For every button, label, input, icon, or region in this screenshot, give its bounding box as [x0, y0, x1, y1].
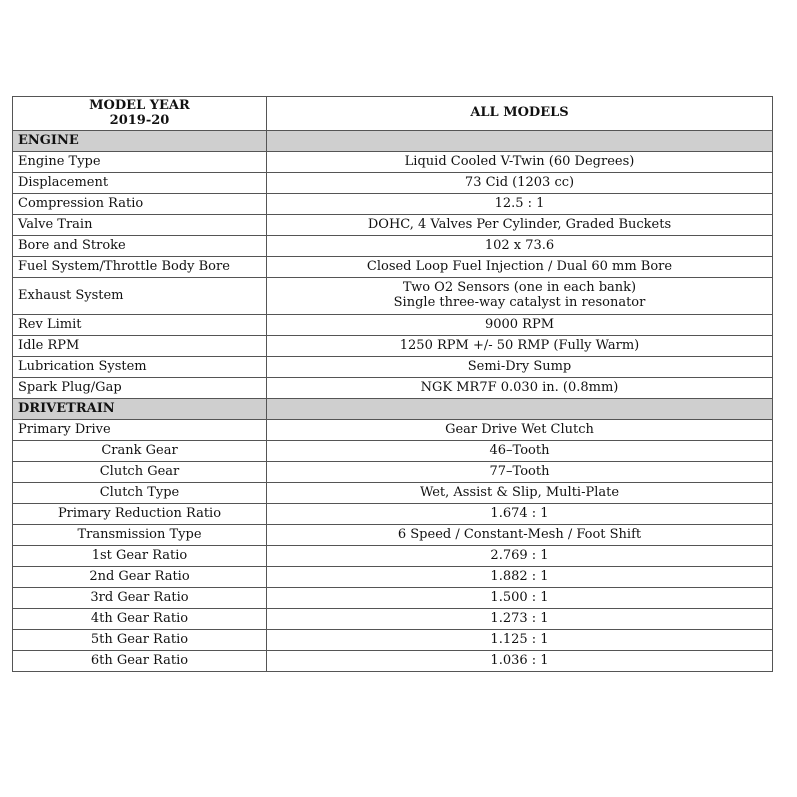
- section-engine-filler: [267, 131, 773, 152]
- row-value: Semi-Dry Sump: [267, 357, 773, 378]
- row-label: Engine Type: [13, 152, 267, 173]
- row-value: 1250 RPM +/- 50 RMP (Fully Warm): [267, 336, 773, 357]
- table-row: [13, 378, 773, 399]
- table-row: [13, 609, 773, 630]
- row-label: Bore and Stroke: [13, 236, 267, 257]
- row-label: Lubrication System: [13, 357, 267, 378]
- table-row: [13, 651, 773, 672]
- row-label: 5th Gear Ratio: [13, 630, 267, 651]
- row-value: Closed Loop Fuel Injection / Dual 60 mm Bore: [267, 257, 773, 278]
- row-label: Crank Gear: [13, 441, 267, 462]
- section-engine-title: ENGINE: [13, 131, 267, 152]
- table-row: [13, 152, 773, 173]
- row-label: Rev Limit: [13, 315, 267, 336]
- table-row: [13, 173, 773, 194]
- section-engine-row: [13, 131, 773, 152]
- row-value: 2.769 : 1: [267, 546, 773, 567]
- table-row: [13, 630, 773, 651]
- row-value: 6 Speed / Constant-Mesh / Foot Shift: [267, 525, 773, 546]
- header-year-range: 2019-20: [109, 112, 170, 128]
- row-value: 1.036 : 1: [267, 651, 773, 672]
- table-row: [13, 546, 773, 567]
- row-label: Compression Ratio: [13, 194, 267, 215]
- row-label: 6th Gear Ratio: [13, 651, 267, 672]
- row-label: Primary Drive: [13, 420, 267, 441]
- row-label: Primary Reduction Ratio: [13, 504, 267, 525]
- row-value: 1.882 : 1: [267, 567, 773, 588]
- row-value: DOHC, 4 Valves Per Cylinder, Graded Buckets: [267, 215, 773, 236]
- row-value-line: Single three-way catalyst in resonator: [393, 295, 646, 310]
- header-all-models: ALL MODELS: [267, 97, 773, 131]
- row-value: 102 x 73.6: [267, 236, 773, 257]
- row-label: Valve Train: [13, 215, 267, 236]
- header-model-year-label: MODEL YEAR: [89, 97, 190, 113]
- table-row: [13, 315, 773, 336]
- table-row: [13, 588, 773, 609]
- section-drivetrain-row: [13, 399, 773, 420]
- row-value: [267, 278, 773, 315]
- table-row: [13, 257, 773, 278]
- row-value: 77–Tooth: [267, 462, 773, 483]
- row-value: Wet, Assist & Slip, Multi-Plate: [267, 483, 773, 504]
- row-value: 1.273 : 1: [267, 609, 773, 630]
- row-label: Idle RPM: [13, 336, 267, 357]
- row-value: 46–Tooth: [267, 441, 773, 462]
- row-label: 4th Gear Ratio: [13, 609, 267, 630]
- row-label: Displacement: [13, 173, 267, 194]
- row-value: 9000 RPM: [267, 315, 773, 336]
- section-drivetrain-title: DRIVETRAIN: [13, 399, 267, 420]
- table-row: [13, 483, 773, 504]
- table-row: [13, 278, 773, 315]
- section-drivetrain-filler: [267, 399, 773, 420]
- row-value: 12.5 : 1: [267, 194, 773, 215]
- row-value: 1.500 : 1: [267, 588, 773, 609]
- row-value: 1.674 : 1: [267, 504, 773, 525]
- row-label: 3rd Gear Ratio: [13, 588, 267, 609]
- table-row: [13, 420, 773, 441]
- row-label: Spark Plug/Gap: [13, 378, 267, 399]
- row-label: Clutch Gear: [13, 462, 267, 483]
- row-value-line: Two O2 Sensors (one in each bank): [402, 280, 637, 296]
- table-row: [13, 357, 773, 378]
- row-label: Exhaust System: [13, 278, 267, 315]
- table-row: [13, 525, 773, 546]
- row-label: 1st Gear Ratio: [13, 546, 267, 567]
- table-row: [13, 504, 773, 525]
- spec-table: [12, 96, 773, 672]
- row-value: 73 Cid (1203 cc): [267, 173, 773, 194]
- table-row: [13, 194, 773, 215]
- row-value: Gear Drive Wet Clutch: [267, 420, 773, 441]
- table-row: [13, 215, 773, 236]
- table-row: [13, 462, 773, 483]
- row-label: 2nd Gear Ratio: [13, 567, 267, 588]
- row-value: NGK MR7F 0.030 in. (0.8mm): [267, 378, 773, 399]
- row-label: Transmission Type: [13, 525, 267, 546]
- row-label: Clutch Type: [13, 483, 267, 504]
- table-row: [13, 567, 773, 588]
- row-label: Fuel System/Throttle Body Bore: [13, 257, 267, 278]
- row-value: Liquid Cooled V-Twin (60 Degrees): [267, 152, 773, 173]
- table-row: [13, 236, 773, 257]
- table-row: [13, 441, 773, 462]
- header-model-year: [13, 97, 267, 131]
- header-row: [13, 97, 773, 131]
- row-value: 1.125 : 1: [267, 630, 773, 651]
- table-row: [13, 336, 773, 357]
